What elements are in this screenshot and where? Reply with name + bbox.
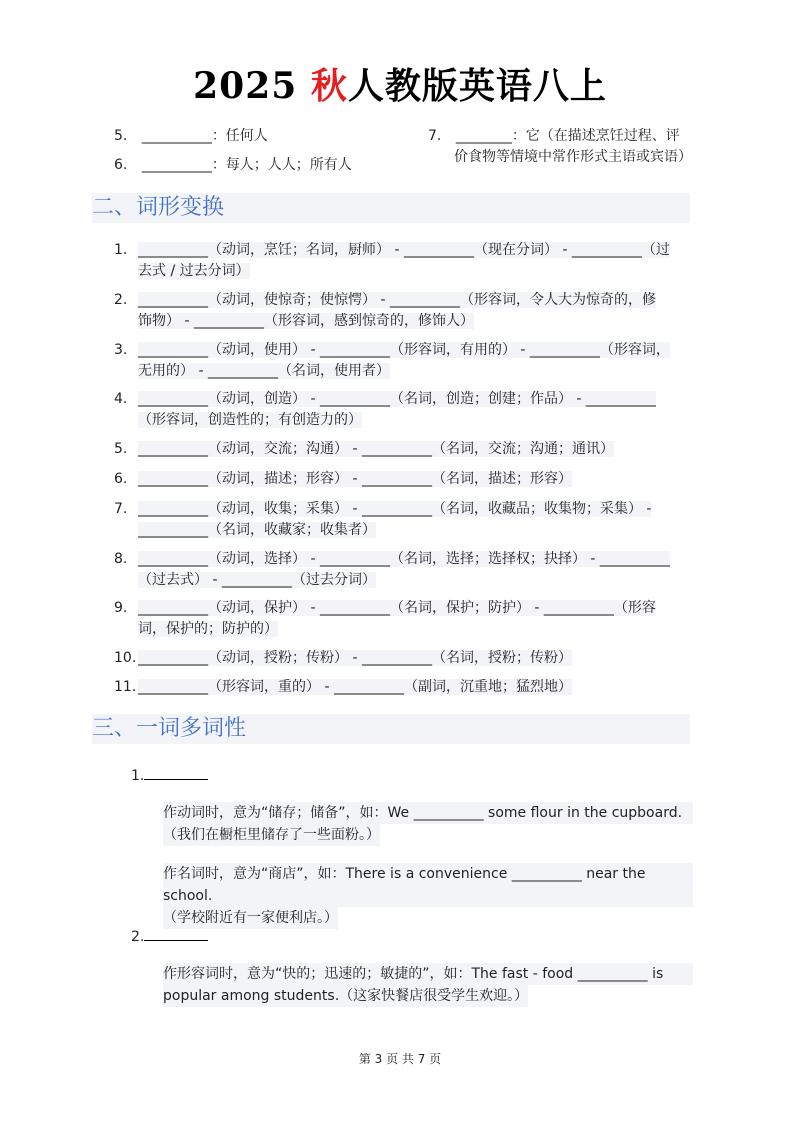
page-title (0, 58, 800, 109)
item-text: ：它（在描述烹饪过程、评 (511, 128, 680, 144)
word-form-item (114, 290, 692, 332)
item-line2[interactable]: __________（名词，收藏家；收集者） (138, 522, 376, 538)
word-form-item (114, 499, 692, 541)
item-text: ：每人；人人；所有人 (211, 157, 352, 173)
q1-p2-line1: 作名词时，意为“商店”，如：There is a convenience __________ near the school. (163, 863, 693, 907)
answer-line[interactable] (144, 926, 208, 941)
q2-paragraph-1 (163, 963, 693, 1007)
item-num: 6. (114, 471, 128, 487)
item-line2[interactable]: （形容词，创造性的；有创造力的） (138, 412, 362, 428)
item-text-cont: 价食物等情境中常作形式主语或宾语） (454, 149, 692, 165)
word-form-item (114, 598, 692, 640)
item-num: 4. (114, 391, 128, 407)
item-text: ：任何人 (211, 128, 268, 144)
item-num: 10. (114, 650, 137, 666)
section-heading-3: 三、一词多词性 (92, 714, 690, 744)
blank[interactable]: __________ (141, 128, 212, 144)
word-form-item (114, 340, 692, 382)
title-rest: 人教版英语八上 (347, 65, 607, 107)
item-line2[interactable]: 饰物） - __________（形容词，感到惊奇的，修饰人） (138, 313, 474, 329)
q1-paragraph-2 (163, 863, 693, 929)
item-line2[interactable]: 去式 / 过去分词） (138, 263, 250, 279)
item-num: 11. (114, 679, 137, 695)
q1-p2-line2: （学校附近有一家便利店。） (163, 907, 338, 929)
q1-paragraph-1 (163, 802, 693, 846)
item-line1[interactable]: __________（动词，描述；形容） - __________（名词，描述；形容） (138, 471, 572, 487)
question-num: 2. (131, 929, 145, 945)
item-num: 2. (114, 292, 128, 308)
item-num: 1. (114, 242, 128, 258)
item-line2[interactable]: 无用的） - __________（名词，使用者） (138, 363, 390, 379)
vocab-item-7 (428, 126, 698, 168)
word-form-item (114, 677, 692, 698)
question-num: 1. (131, 768, 145, 784)
item-line1[interactable]: __________（动词，授粉；传粉） - __________（名词，授粉；传粉） (138, 650, 572, 666)
title-year: 2025 (193, 65, 298, 107)
item-line1[interactable]: __________（动词，使用） - __________（形容词，有用的） - __________（形容词， (138, 342, 670, 358)
section-heading-2: 二、词形变换 (92, 193, 690, 223)
item-line1[interactable]: __________（动词，创造） - __________（名词，创造；创建；作品） - __________ (138, 391, 656, 407)
item-line2[interactable]: 词，保护的；防护的） (138, 621, 278, 637)
answer-line[interactable] (144, 765, 208, 780)
item-line1[interactable]: __________（动词，选择） - __________（名词，选择；选择权；抉择） - __________ (138, 551, 670, 567)
blank[interactable]: ________ (455, 128, 512, 144)
word-form-item (114, 469, 692, 490)
item-num: 7. (114, 501, 128, 517)
blank[interactable]: __________ (141, 157, 212, 173)
item-line1[interactable]: __________（动词，收集；采集） - __________（名词，收藏品；收集物；采集） - (138, 501, 652, 517)
word-form-item (114, 439, 692, 460)
item-line1[interactable]: __________（形容词，重的） - __________（副词，沉重地；猛烈地） (138, 679, 572, 695)
item-line2[interactable]: （过去式） - __________（过去分词） (138, 572, 376, 588)
item-num: 3. (114, 342, 128, 358)
item-num: 5. (114, 441, 128, 457)
item-num: 7. (428, 128, 442, 144)
word-form-item (114, 240, 692, 282)
word-form-item (114, 648, 692, 669)
item-num: 5. (114, 128, 128, 144)
q1-p1-line1: 作动词时，意为“储存；储备”，如：We __________ some flour in the cupboard. (163, 802, 693, 824)
item-line1[interactable]: __________（动词，交流；沟通） - __________（名词，交流；沟通；通讯） (138, 441, 614, 457)
vocab-item-5 (114, 126, 268, 147)
q2-p1-line2: popular among students.（这家快餐店很受学生欢迎。） (163, 985, 528, 1007)
q1-p1-line2: （我们在橱柜里储存了一些面粉。） (163, 824, 380, 846)
question-2-heading (131, 926, 208, 945)
item-line1[interactable]: __________（动词，使惊奇；使惊愕） - __________（形容词，令人大为惊奇的，修 (138, 292, 656, 308)
q2-p1-line1: 作形容词时，意为“快的；迅速的；敏捷的”，如：The fast - food __________ is (163, 963, 693, 985)
title-red: 秋 (310, 65, 348, 107)
item-line1[interactable]: __________（动词，保护） - __________（名词，保护；防护） - __________（形容 (138, 600, 656, 616)
item-num: 9. (114, 600, 128, 616)
question-1-heading (131, 765, 208, 784)
page-footer: 第 3 页 共 7 页 (358, 1052, 442, 1066)
item-num: 6. (114, 157, 128, 173)
vocab-item-6 (114, 155, 352, 176)
word-form-item (114, 389, 692, 431)
item-line1[interactable]: __________（动词，烹饪；名词，厨师） - __________（现在分词） - __________（过 (138, 242, 670, 258)
item-num: 8. (114, 551, 128, 567)
word-form-item (114, 549, 692, 591)
